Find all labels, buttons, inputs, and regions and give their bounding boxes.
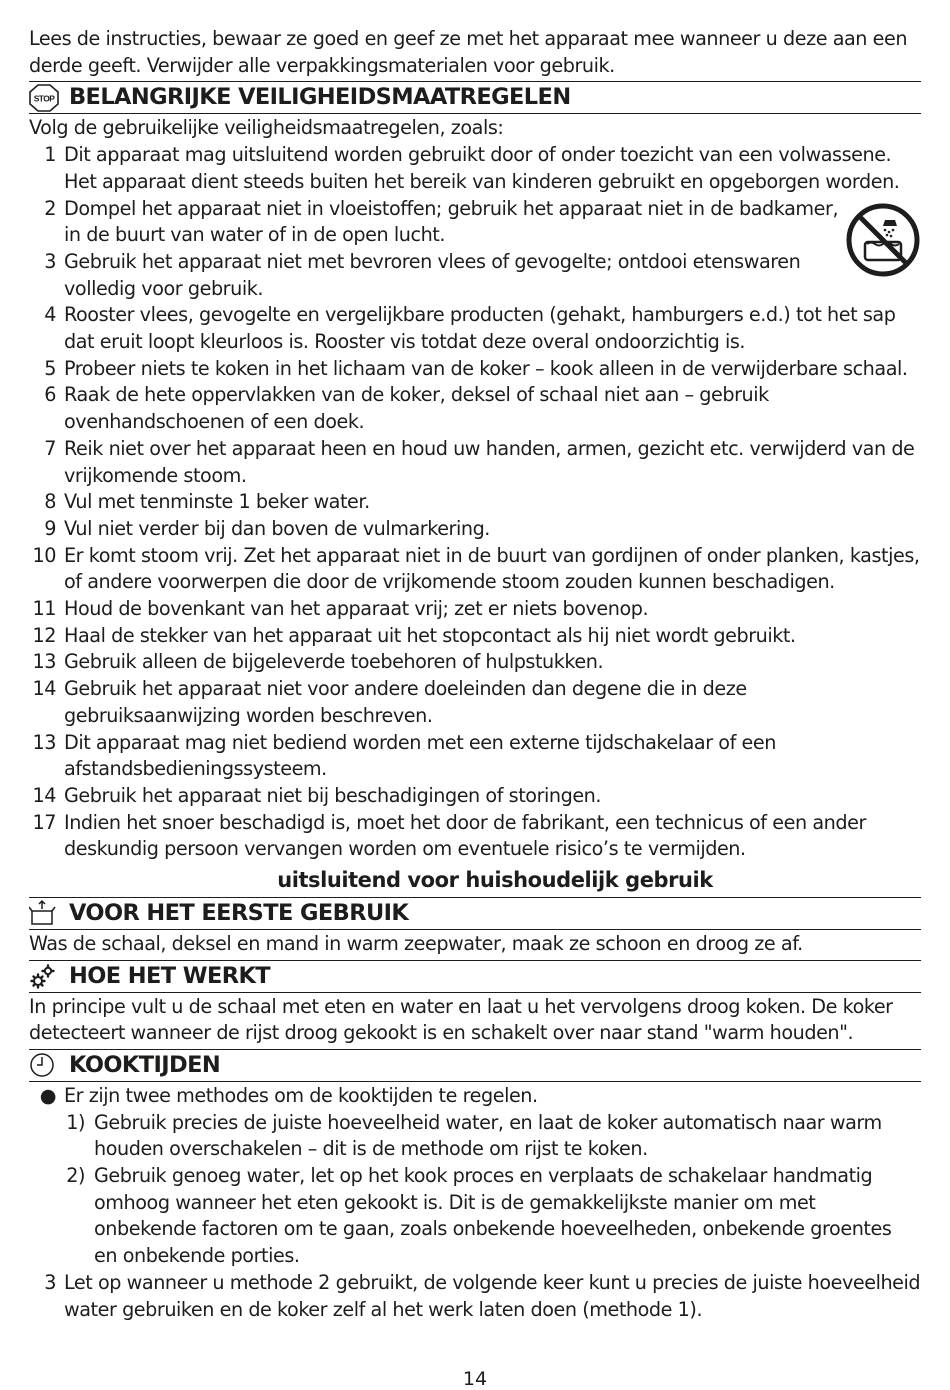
page-number: 14 xyxy=(462,1368,488,1390)
intro-text: Lees de instructies, bewaar ze goed en geef ze met het apparaat mee wanneer u deze aan een derde geeft. Verwijder alle verpakkingsmaterialen voor gebruik. xyxy=(29,27,908,77)
safety-list xyxy=(29,142,921,863)
safety-item: 9 Vul niet verder bij dan boven de vulmarkering. xyxy=(44,516,490,540)
safety-item: 6 Raak de hete oppervlakken van de koker, deksel of schaal niet aan – gebruik ovenhandschoenen of een doek. xyxy=(44,383,769,434)
stop-sign-text: STOP xyxy=(33,93,55,104)
how-it-works-title: HOE HET WERKT xyxy=(69,962,271,989)
cooking-times-title: KOOKTIJDEN xyxy=(69,1051,221,1078)
cooking-bullet: ● Er zijn twee methodes om de kooktijden te regelen. xyxy=(29,1083,921,1110)
cooking-times-heading xyxy=(29,1049,921,1082)
method-item: 1) Gebruik precies de juiste hoeveelheid water, en laat de koker automatisch naar warm houden overschakelen – dit is de methode om rijst te koken. xyxy=(66,1110,882,1161)
safety-item: 4 Rooster vlees, gevogelte en vergelijkbare producten (gehakt, hamburgers e.d.) tot het sap dat eruit loopt kleurloos is. Rooster vis totdat deze overal ondoorzichtig is. xyxy=(44,303,896,354)
stop-sign-icon xyxy=(29,84,63,112)
bullet-icon: ● xyxy=(39,1083,56,1107)
safety-item: 8 Vul met tenminste 1 beker water. xyxy=(44,490,370,514)
manual-page xyxy=(29,26,921,1323)
how-it-works-heading xyxy=(29,960,921,993)
safety-item: 2 Dompel het apparaat niet in vloeistoffen; gebruik het apparaat niet in de badkamer, in de buurt van water of in de open lucht. xyxy=(44,196,839,247)
safety-item: 5 Probeer niets te koken in het lichaam van de koker – kook alleen in de verwijderbare schaal. xyxy=(44,356,908,380)
safety-item: 11 Houd de bovenkant van het apparaat vrij; zet er niets bovenop. xyxy=(32,597,649,621)
clock-icon xyxy=(29,1051,63,1079)
first-use-heading xyxy=(29,897,921,930)
gears-icon xyxy=(29,962,63,990)
safety-item: 7 Reik niet over het apparaat heen en houd uw handen, armen, gezicht etc. verwijderd van de vrijkomende stoom. xyxy=(44,436,915,487)
safety-item: 17 Indien het snoer beschadigd is, moet het door de fabrikant, een technicus of een ander deskundig persoon vervangen worden om eventuele risico’s te vermijden. xyxy=(32,810,866,861)
safety-title: BELANGRIJKE VEILIGHEIDSMAATREGELEN xyxy=(69,84,571,111)
safety-item: 12 Haal de stekker van het apparaat uit het stopcontact als hij niet wordt gebruikt. xyxy=(32,623,796,647)
method-item: 2) Gebruik genoeg water, let op het kook proces en verplaats de schakelaar handmatig omhoog wanneer het eten gekookt is. Dit is de gemakkelijkste manier om met onbekende factoren om te gaan, zoals onbekende hoeveelheden, onbekende groentes en onbekende porties. xyxy=(66,1164,892,1268)
safety-item: 1 Dit apparaat mag uitsluitend worden gebruikt door of onder toezicht van een volwassene. Het apparaat dient steeds buiten het bereik van kinderen gebruikt en opgeborgen worden. xyxy=(44,143,900,193)
safety-item: 13 Gebruik alleen de bijgeleverde toebehoren of hulpstukken. xyxy=(32,650,604,674)
cooking-item-3: 3 Let op wanneer u methode 2 gebruikt, de volgende keer kunt u precies de juiste hoeveelheid water gebruiken en de koker zelf al het werk laten doen (methode 1). xyxy=(44,1270,921,1321)
safety-heading xyxy=(29,81,921,114)
first-use-text: Was de schaal, deksel en mand in warm zeepwater, maak ze schoon en droog ze af. xyxy=(29,931,803,955)
household-note: uitsluitend voor huishoudelijk gebruik xyxy=(277,868,713,893)
safety-item: 14 Gebruik het apparaat niet voor andere doeleinden dan degene die in deze gebruiksaanwijzing worden beschreven. xyxy=(32,677,747,727)
how-it-works-text: In principe vult u de schaal met eten en water en laat u het vervolgens droog koken. De koker detecteert wanneer de rijst droog gekookt is en schakelt over naar stand "warm houden". xyxy=(29,994,893,1045)
first-use-title: VOOR HET EERSTE GEBRUIK xyxy=(69,899,409,926)
safety-item: 10 Er komt stoom vrij. Zet het apparaat niet in de buurt van gordijnen of onder planken, kastjes, of andere voorwerpen die door de vrijkomende stoom zouden kunnen beschadigen. xyxy=(32,543,920,594)
safety-item: 3 Gebruik het apparaat niet met bevroren vlees of gevogelte; ontdooi etenswaren volledig voor gebruik. xyxy=(44,249,801,300)
safety-item: 13 Dit apparaat mag niet bediend worden met een externe tijdschakelaar of een afstandsbedieningssysteem. xyxy=(32,730,776,781)
no-bathroom-use-icon xyxy=(845,202,921,282)
safety-item: 14 Gebruik het apparaat niet bij beschadigingen of storingen. xyxy=(32,783,602,807)
box-unpack-icon xyxy=(29,899,63,927)
safety-lead: Volg de gebruikelijke veiligheidsmaatregelen, zoals: xyxy=(29,116,504,140)
